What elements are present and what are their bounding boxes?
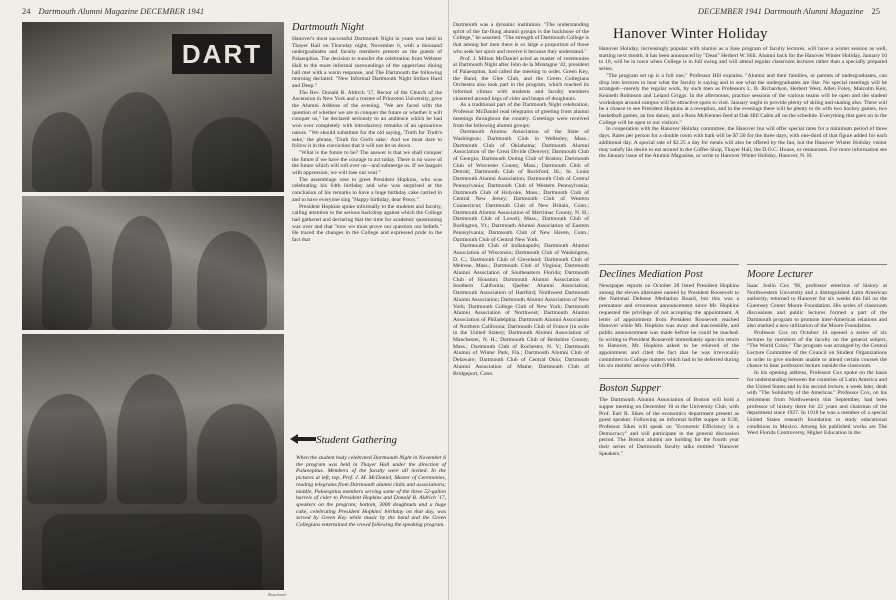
left-running-head xyxy=(22,6,204,16)
photo-middle xyxy=(22,196,284,330)
figure-silhouette xyxy=(102,92,172,192)
paragraph: Dartmouth was a dynamic institution. "The understanding spirit of the far-flung alumni groups is the backbone of the College," he asserted. "The strength of Dartmouth College is that among her men there is so large a proportion of those who seek her spirit and receive it because they understand." xyxy=(453,22,589,55)
figure-silhouette xyxy=(197,231,267,330)
photo-credit: Bouchard xyxy=(268,592,286,597)
paragraph: Dartmouth Alumni Association of the State of Washington; Dartmouth Club in Wellesley, Mass.; Dartmouth Club of Oklahoma; Dartmouth Alumni Association of the Great Divide (Denver); Dartmouth Club of Georgia; Dartmouth Outing Club of Boston; Dartmouth Club of Worcester County, Mass.; Dartmouth Club of Detroit; Dartmouth Club of Rockford, Ill.; St. Louis Dartmouth Alumni Association; Dartmouth Club of Central Pennsylvania; Dartmouth Club of Western Pennsylvania; Dartmouth Club of Holyoke, Mass.; Dartmouth Club of Central New Jersey; Dartmouth Club of Western Connecticut; Dartmouth Club of New Britain, Conn.; Dartmouth Alumni Association of Merrimac County, N. H.; Dartmouth Club of Lowell, Mass.; Dartmouth Club of Burlington, Vt.; Dartmouth Alumni Association of Eastern Pennsylvania; Dartmouth Club of New Haven, Conn.; Dartmouth Club of Central New York. xyxy=(453,129,589,243)
section-divider xyxy=(599,264,739,265)
figure-silhouette xyxy=(42,226,92,330)
right-page xyxy=(449,0,896,600)
moore-lecturer-column xyxy=(747,262,887,594)
declines-heading: Declines Mediation Post xyxy=(599,269,703,280)
paragraph: Newspaper reports on October 28 listed President Hopkins among the eleven alternates named by President Roosevelt to the National Defense Mediation Board, but this was a premature and erroneous announcement since Mr. Hopkins requested the privilege of not accepting the appointment. A letter of appointment from President Roosevelt reached Hanover while Mr. Hopkins was away and inaccessible, and public announcement was made before he could be reached. In writing to President Roosevelt immediately upon his return to Hanover, Mr. Hopkins asked to be relieved of the appointment and cited the fact that he was irrevocably committed to College matters which had to be deferred during his six months' service with OPM. xyxy=(599,283,739,370)
figure-silhouette xyxy=(32,112,92,192)
photo-top xyxy=(22,22,284,192)
boston-heading: Boston Supper xyxy=(599,383,661,395)
paragraph: As a traditional part of the Dartmouth Night celebration, Professor McDaniel read telegrams of greeting from alumni meetings throughout the country. Greetings were received from the following alumni groups: xyxy=(453,102,589,129)
left-page-number: 24 xyxy=(22,6,31,16)
paragraph: In his opening address, Professor Cox spoke on the basis for understanding between the countries of Latin America and the United States and in his second lecture, a week later, dealt with "The Solidarity of the Americas." Professor Cox, on his retirement from Northwestern this September, had been professor of history there for 22 years and chairman of the department since 1927. In 1918 he was a member of a special United States research foundation to study educational conditions in Mexico. Among his published works are The West Florida Controversy, Higher Education in the xyxy=(747,370,887,437)
paragraph: "The program set up is a full one," Professor Hill explains. "Alumni and their families, or parents of undergraduates, can drop into lectures to hear what the faculty is saying and to see what the undergraduates are like. No special meetings will be arranged—merely the regular work, by such men as Professors L. B. Richardson, Herbert West, Allen Foley, Malcolm Keir, Kenneth Robinson and Leland Griggs. In the afternoons, practice sessions of the various teams will be open and the student workshops around campus will be attractive spots to visit. January ought to provide plenty of skiing and skating also. There will be a chance to see President Hopkins at a reception, and in the evenings there will be plenty to do with two hockey games, two basketball games, an Inn dance, and a Ross McKennes feed at Oak Hill Cabin all on the schedule. Everything that goes on in the College will be open to our visitors." xyxy=(599,72,887,126)
paragraph: Dartmouth Club of Indianapolis; Dartmouth Alumni Association of Wisconsin; Dartmouth Club of Washington, D. C.; Dartmouth Club of Cleveland; Dartmouth Club of Melrose, Mass.; Dartmouth Club of Virginia; Dartmouth Alumni Association of Southeastern Florida; Dartmouth Club of Houston; Dartmouth Alumni Association of Southern California; Quebec Alumni Association; Dartmouth Association of Hartford; Northwest Dartmouth Alumni Association; Dartmouth Alumni Association of New York; Dartmouth College Club of New York; Dartmouth Alumni Association of Northwest; Dartmouth Alumni Association of Philadelphia; Dartmouth Alumni Association of Northern California; Dartmouth Club of France (in exile in the United States); Dartmouth Alumni Association of Manchester, N. H.; Dartmouth Club of Berkshire County, Mass.; Dartmouth Club of Rochester, N. Y.; Dartmouth Alumni of Winter Park, Fla.; Dartmouth Alumni Club of Delaware; Dartmouth Club of Central Ohio; Dartmouth Alumni Association of Maine; Dartmouth Club of Bridgeport, Conn. xyxy=(453,243,589,377)
dartmouth-night-column xyxy=(292,22,442,430)
paragraph: "What is the future to be? The answer is that we shall conquer the future if we have the courage to act today. There is no wave of the future which will roll over us—and submerge us. If we bargain with oppression, we will lose our soul." xyxy=(292,149,442,177)
figure-silhouette xyxy=(112,216,172,330)
paragraph: The assemblage rose to greet President Hopkins, who was celebrating his 64th birthday and who was surprised at the conclusion of his remarks to have a huge birthday cake carried in and to have everyone sing "Happy birthday, dear Prexy." xyxy=(292,176,442,203)
banner-sign: DART xyxy=(172,34,272,74)
dartmouth-night-heading: Dartmouth Night xyxy=(292,22,365,33)
figure-silhouette xyxy=(27,394,107,504)
student-gathering-heading: Student Gathering xyxy=(316,434,397,446)
hanover-holiday-section xyxy=(599,26,887,258)
figure-silhouette xyxy=(192,117,272,192)
photo-bottom xyxy=(22,334,284,590)
figure-silhouette xyxy=(117,374,187,504)
right-running-head xyxy=(698,6,880,16)
paragraph: Prof. J. Milton McDaniel acted as master of ceremonies at Dartmouth Night after John de la Montagne '42, president of Palaeopitus, had called the meeting to order. Green Key, the Band, the Glee Club, and the Green Collegians Orchestra also took part in the program, which reached its informal climax with students and faculty members clustered around kegs of cider and heaps of doughnuts. xyxy=(453,55,589,102)
left-running-title: Dartmouth Alumni Magazine DECEMBER 1941 xyxy=(38,6,205,16)
paragraph: Hanover Holiday, increasingly popular with alumni as a June program of faculty lectures, will have a winter session as well, starting next month, it has been announced by "Dean" Herbert W. Hill. Alumni back for the Hanover Winter Holiday, January 10 to 18, will be in town when College is in full swing and will attend regular classroom lectures rather than a specially prepared series. xyxy=(599,46,887,73)
paragraph: The Rev. Donald B. Aldrich '17, Rector of the Church of the Ascension in New York and a trustee of Princeton University, gave the Alumni Address of the evening. "We are faced with the question of whether we are to conquer the future or whether it will conquer us," he declared seriously to an audience which he had won over completely with introductory remarks of an uproarious nature. "We should substitute for the old saying, 'Truth for Truth's sake,' the phrase, 'Truth for God's sake.' And we must dare to follow it in the conviction that it will not let us down. xyxy=(292,89,442,150)
moore-heading: Moore Lecturer xyxy=(747,269,813,280)
paragraph: Hanover's most successful Dartmouth Night in years was held in Thayer Hall on Thursday night, November 6, with a thousand undergraduates and faculty members present as the guests of Palaeopitus. The decision to transfer the celebration from Webster Hall to the more informal surroundings of the upperclass dining hall met with a warm response, and The Dartmouth the following morning declared: "New Informal Dartmouth Night Strikes Hard and Deep." xyxy=(292,36,442,89)
declines-boston-column xyxy=(599,262,739,594)
continuation-column xyxy=(453,22,589,594)
right-running-title: DECEMBER 1941 Dartmouth Alumni Magazine xyxy=(697,6,864,16)
crowd-silhouette xyxy=(42,514,262,590)
hanover-holiday-heading: Hanover Winter Holiday xyxy=(613,26,768,42)
paragraph: Isaac Joslin Cox '96, professor emeritus of history at Northwestern University and a distinguished Latin American authority, returned to Hanover for six weeks this fall on the Guernsey Center Moore Foundation. His series of classroom discussions and public lectures formed a part of the Dartmouth program to promote inter-American relations and also marked a new utilization of the Moore Foundation. xyxy=(747,283,887,330)
figure-silhouette xyxy=(197,404,277,504)
section-divider xyxy=(599,378,739,379)
paragraph: President Hopkins spoke informally to the students and faculty, calling attention to the serious backdrop against which the College had gathered and declaring that the time for academic questioning was over and that "now we must prove our question our beliefs." He traced the changes in the College and expressed pride in the fact that xyxy=(292,203,442,244)
right-page-number: 25 xyxy=(871,6,880,16)
paragraph: In cooperation with the Hanover Holiday committee, the Hanover Inn will offer special rates for a minimum period of three days. Rates per person for a double room with bath will be $7.50 for the three days, with one-third of that figure added for each additional day. A special rate of $2.25 a day for meals will also be offered by the Inn, but the Hanover Winter Holiday visitor may satisfy his desire to eat around in the Coffee Shop, Thayer Hall, the D.O.C. House, or restaurants. For more information see the January issue of the Alumni Magazine, or write to Hanover Winter Holiday, Hanover, N. H. xyxy=(599,126,887,160)
paragraph: Professor Cox on October 14 opened a series of six lectures by members of the faculty on the general subject, "The World Crisis." The program was arranged by the Central Lecture Committee of the Council on Student Organizations in order to give students unable to attend certain courses the chance to hear professors lecture outside the classroom. xyxy=(747,329,887,370)
paragraph: The Dartmouth Alumni Association of Boston will hold a supper meeting on December 10 at the University Club, with Prof. Earl R. Sikes of the economics department present as guest speaker. Following an informal buffet supper at 6:30, Professor Sikes will speak on "Economic Efficiency in a Democracy" and will participate in the general discussion period. The Boston alumni are holding for the fourth year their series of Dartmouth faculty talks entitled "Hanover Speakers." xyxy=(599,397,739,457)
student-gathering-caption: When the student body celebrated Dartmouth Night in November 6 the program was held in Thayer Hall under the direction of Palaeopitus. Members of the faculty were all invited. In the pictures at left, top, Prof. J. M. McDaniel, Master of Ceremonies, reading telegrams from Dartmouth alumni clubs and associations; middle, Palaeopitus members serving some of the three 52-gallon barrels of cider to President Hopkins and Donald B. Aldrich '17, speakers on the program; bottom, 3000 doughnuts and a huge cake, celebrating President Hopkins' birthday on that day, was served by Green Key while music by the band and the Green Collegians entertained the crowd following the speaking program. xyxy=(296,455,446,529)
section-divider xyxy=(747,264,887,265)
